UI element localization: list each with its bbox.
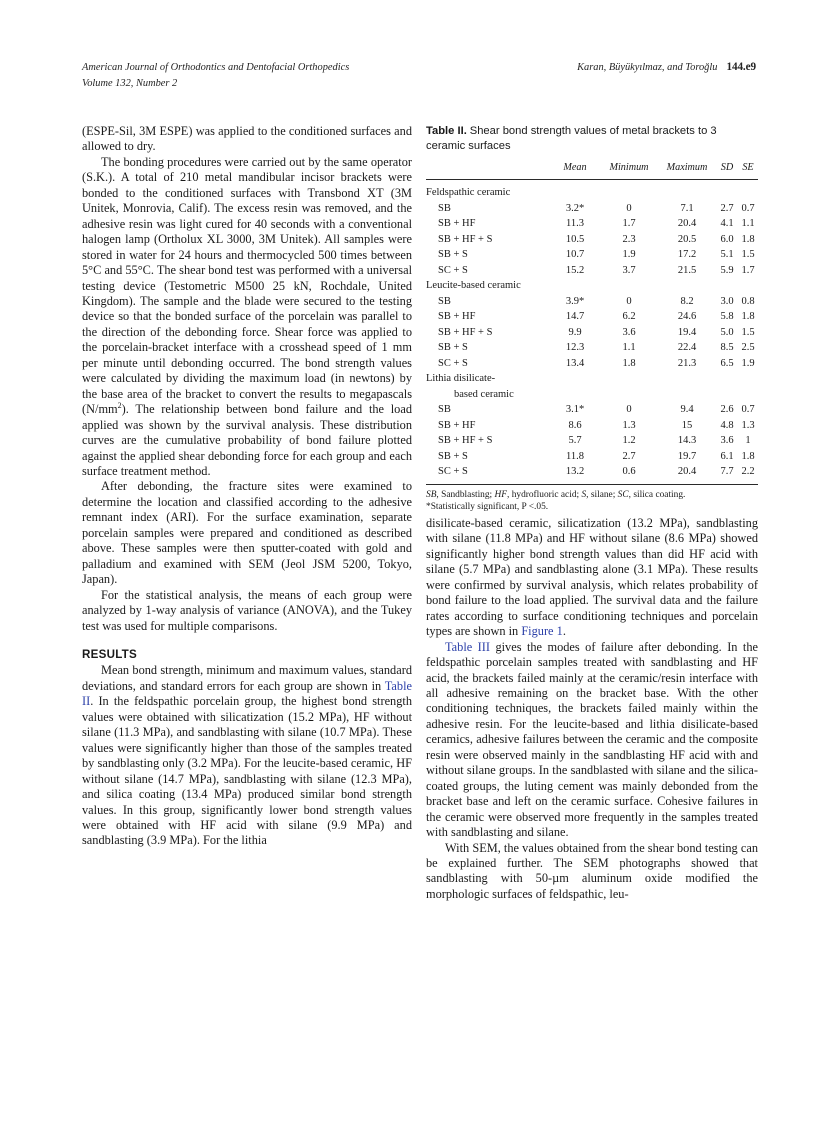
col-header-minimum: Minimum	[609, 162, 649, 174]
cell-minimum: 3.7	[622, 264, 636, 276]
footnote-abbreviations	[426, 490, 758, 502]
cell-maximum	[658, 278, 716, 293]
cell-maximum: 22.4	[677, 342, 697, 354]
table-head	[426, 161, 758, 180]
cell-mean: 3.1*	[565, 404, 585, 416]
cell-mean: 3.9*	[565, 295, 585, 307]
cell-se: 1.8	[741, 311, 755, 323]
table-row	[426, 247, 758, 262]
cell-se: 1.8	[741, 233, 755, 245]
table-title: Shear bond strength values of metal brackets to 3 ceramic surfaces	[426, 125, 717, 152]
cell-maximum: 7.1	[680, 202, 694, 214]
cell-maximum	[658, 387, 716, 402]
row-label: SB + HF + S	[438, 435, 493, 447]
cell-sd: 4.8	[720, 419, 734, 431]
paragraph-results	[82, 663, 412, 848]
cell-sd: 7.7	[720, 466, 734, 478]
cell-maximum: 14.3	[677, 435, 697, 447]
results-text-part2: . In the feldspathic porcelain group, the highest bond strength values were obtained with silicatization (15.2 MPa), HF without silane (11.3 MPa), and sandblasting with silane (10.7 MPa). These values were significantly higher than those of the samples treated by sandblasting only (3.2 MPa). For the leucite-based ceramic, HF without silane (14.7 MPa), sandblasting with silane (12.3 MPa), and silica coating (13.4 MPa) produced similar bond strength values. In this group, significantly lower bond strength values were obtained with HF acid with silane (9.9 MPa) and sandblasting (3.9 MPa). For the lithia	[82, 694, 412, 848]
cell-maximum: 21.3	[677, 357, 697, 369]
table-group-row	[426, 387, 758, 402]
cell-minimum: 0	[626, 295, 632, 307]
cell-se: 1.8	[741, 450, 755, 462]
cell-maximum: 19.4	[677, 326, 697, 338]
table-row	[426, 201, 758, 216]
cell-sd: 3.0	[720, 295, 734, 307]
row-label: SB + HF	[438, 311, 476, 323]
results-text-part1: Mean bond strength, minimum and maximum values, standard deviations, and standard errors for each group are shown in	[82, 663, 412, 693]
table-row	[426, 356, 758, 371]
cell-minimum: 0	[626, 202, 632, 214]
cell-se	[738, 371, 758, 386]
table-footnote	[426, 485, 758, 514]
cell-sd	[716, 387, 738, 402]
paragraph-text-head: The bonding procedures were carried out by the same operator (S.K.). A total of 210 metal mandibular incisor brackets were bonded to the conditioned surfaces with Transbond XT (3M Unitek, Monrovia, Calif). The excess resin was removed, and the adhesive resin was light cured for 40 seconds with a conventional halogen lamp (Ortholux XL 3000, 3M Unitek). All samples were stored in water for 24 hours and thermocycled 500 times between 5°C and 55°C. The shear bond test was performed with a universal testing device (Testometric M500 25 kN, Rochdale, United Kingdom). The sample and the blade were secured to the testing device so that the bonded surface of the porcelain was parallel to the direction of the debonding force. Shear force was applied to the porcelain-bracket interface with a crosshead speed of 1 mm per minute until debonding occurred. The bond strength values were calculated by dividing the maximum load (in newtons) by the base area of the bracket to convert the results to megapascals (N/mm	[82, 154, 412, 417]
table-row	[426, 433, 758, 448]
footnote-abbrev: SC	[617, 490, 629, 501]
section-heading-results: RESULTS	[82, 648, 137, 662]
cell-maximum: 15	[681, 419, 693, 431]
cell-sd: 6.0	[720, 233, 734, 245]
cell-minimum: 2.7	[622, 450, 636, 462]
cell-maximum: 19.7	[677, 450, 697, 462]
cell-mean: 8.6	[568, 419, 582, 431]
journal-title: American Journal of Orthodontics and Dentofacial Orthopedics	[82, 62, 350, 73]
cell-mean: 11.8	[566, 450, 584, 462]
cell-mean: 14.7	[565, 311, 585, 323]
cell-minimum: 1.3	[622, 419, 636, 431]
journal-volume-issue: Volume 132, Number 2	[82, 77, 178, 89]
paragraph-statistical-analysis: For the statistical analysis, the means of each group were analyzed by 1-way analysis of variance (ANOVA), and the Tukey test was used for multiple comparisons.	[82, 587, 412, 633]
cell-mean: 13.4	[565, 357, 585, 369]
row-label: SB + S	[438, 450, 468, 462]
cell-sd	[716, 371, 738, 386]
footnote-text: , silane;	[586, 490, 618, 501]
row-label: SB + HF + S	[438, 326, 493, 338]
cell-mean: 11.3	[566, 218, 584, 230]
row-label: SB	[438, 404, 451, 416]
cell-maximum	[658, 371, 716, 386]
footnote-abbrev: S	[581, 490, 587, 501]
cell-sd: 3.6	[720, 435, 734, 447]
row-label: Feldspathic ceramic	[426, 187, 511, 199]
author-list: Karan, Büyükyılmaz, and Toroğlu	[577, 62, 718, 73]
cell-se: 2.5	[741, 342, 755, 354]
cell-se	[738, 180, 758, 201]
cell-maximum: 20.4	[677, 218, 697, 230]
row-label: SB + S	[438, 249, 468, 261]
running-head	[82, 60, 756, 91]
row-label: SC + S	[438, 466, 468, 478]
link-figure-1[interactable]: Figure 1	[521, 624, 563, 639]
cell-maximum: 24.6	[677, 311, 697, 323]
table-row	[426, 263, 758, 278]
paragraph-after-debonding: After debonding, the fracture sites were examined to determine the location and classified according to the adhesive remnant index (ARI). For the surface examination, separate porcelain samples were prepared and conditioned as described above. These samples were then sputter-coated with gold and palladium and examined with SEM (Jeol JSM 5200, Tokyo, Japan).	[82, 479, 412, 587]
paragraph-continuation: (ESPE-Sil, 3M ESPE) was applied to the conditioned surfaces and allowed to dry.	[82, 124, 412, 154]
footnote-abbrev: SB	[426, 490, 437, 501]
cell-minimum: 0.6	[622, 466, 636, 478]
running-head-authors-group	[577, 60, 756, 76]
cell-sd: 4.1	[720, 218, 734, 230]
cell-se: 0.8	[741, 295, 755, 307]
left-column	[82, 124, 412, 849]
footnote-text: , silica coating.	[628, 490, 686, 501]
cell-mean	[550, 371, 600, 386]
row-label: SC + S	[438, 264, 468, 276]
cell-sd: 5.0	[720, 326, 734, 338]
cell-mean: 10.5	[565, 233, 585, 245]
cell-se: 1.3	[741, 419, 755, 431]
table-header-row	[426, 161, 758, 180]
paragraph-text-tail: ). The relationship between bond failure and the load applied was shown by the survival analysis. These distribution curves are the cumulative probability of bond failure plotted against the applied shear debonding force for each group and each surface treatment method.	[82, 402, 412, 478]
cell-minimum: 1.7	[622, 218, 636, 230]
cell-se: 0.7	[741, 404, 755, 416]
cell-maximum: 20.4	[677, 466, 697, 478]
table-row	[426, 309, 758, 324]
cell-minimum: 1.2	[622, 435, 636, 447]
row-label: SB + HF	[438, 218, 476, 230]
cell-minimum: 1.8	[622, 357, 636, 369]
cell-se: 1.9	[741, 357, 755, 369]
cell-se: 1.1	[741, 218, 755, 230]
cell-mean: 9.9	[568, 326, 582, 338]
cell-maximum: 20.5	[677, 233, 697, 245]
table-group-row	[426, 180, 758, 201]
cell-sd: 2.6	[720, 404, 734, 416]
cell-mean: 10.7	[565, 249, 585, 261]
table-group-row	[426, 371, 758, 386]
cell-sd: 5.1	[720, 249, 734, 261]
running-head-row-1	[82, 60, 756, 76]
col-header-mean: Mean	[563, 162, 587, 174]
row-label: SB	[438, 295, 451, 307]
cell-mean: 3.2*	[565, 202, 585, 214]
right-para2-text: gives the modes of failure after debonding. In the feldspathic porcelain samples treated with sandblasting and HF acid, the brackets failed mainly at the ceramic/resin interface with all adhesive remaining on the bracket base. With the other conditioning techniques, the brackets failed mainly within the adhesive resin. For the leucite-based and lithia disilicate-based ceramics, adhesive failures between the ceramic and the composite resin were observed mainly in the sandblasting HF acid with and without silane groups. In the sandblasted with silane and the silica-coated groups, the luting cement was mainly debonded from the bracket base and left on the ceramic surface. Cohesive failures in the ceramic were observed more frequently in the samples treated with sandblasting and silane.	[426, 639, 759, 840]
paragraph-failure-modes	[426, 640, 758, 841]
table-row	[426, 402, 758, 417]
cell-sd	[716, 278, 738, 293]
cell-minimum	[600, 180, 658, 201]
cell-se	[738, 278, 758, 293]
cell-se: 1.7	[741, 264, 755, 276]
paragraph-bonding-procedures	[82, 155, 412, 480]
table-row	[426, 448, 758, 463]
link-table-ii[interactable]: Table II	[82, 678, 412, 709]
table-group-row	[426, 278, 758, 293]
cell-sd	[716, 180, 738, 201]
table-row	[426, 232, 758, 247]
footnote-abbrev: HF	[494, 490, 507, 501]
table-caption	[426, 124, 758, 153]
row-label: SB + HF + S	[438, 233, 493, 245]
right-para1-tail: .	[562, 624, 566, 639]
cell-sd: 6.1	[720, 450, 734, 462]
cell-maximum: 17.2	[677, 249, 697, 261]
col-header-maximum: Maximum	[666, 162, 708, 174]
cell-se: 1	[745, 435, 751, 447]
cell-minimum: 1.9	[622, 249, 636, 261]
cell-minimum	[600, 387, 658, 402]
cell-minimum	[600, 371, 658, 386]
row-label: SB	[438, 202, 451, 214]
row-label: SC + S	[438, 357, 468, 369]
link-table-iii[interactable]: Table III	[445, 639, 491, 654]
row-label: SB + HF	[438, 419, 476, 431]
cell-mean: 5.7	[568, 435, 582, 447]
col-header-sd: SD	[720, 162, 734, 174]
cell-minimum: 1.1	[622, 342, 636, 354]
row-label: Leucite-based ceramic	[426, 280, 521, 292]
row-label: Lithia disilicate-	[426, 373, 496, 385]
right-para1-text: disilicate-based ceramic, silicatization (13.2 MPa), sandblasting with silane (11.8 MPa) and HF without silane (8.6 MPa) showed significantly higher bond strength values than did HF acid with silane (5.7 MPa) and sandblasting alone (3.1 MPa). These results were confirmed by survival analysis, which relates probability of bond failure to the load applied. The survival data and the failure rates according to surface conditioning techniques and porcelain types are shown in	[426, 516, 758, 639]
table-row	[426, 418, 758, 433]
cell-minimum: 6.2	[622, 311, 636, 323]
paragraph-sem: With SEM, the values obtained from the shear bond testing can be explained further. The SEM photographs showed that sandblasting with 50-µm aluminum oxide modified the morphologic surfaces of feldspathic, leu-	[426, 840, 758, 901]
cell-mean: 12.3	[565, 342, 585, 354]
table-label: Table II.	[426, 125, 467, 137]
cell-maximum: 9.4	[680, 404, 694, 416]
running-head-row-2	[82, 77, 756, 92]
cell-se: 1.5	[741, 249, 755, 261]
cell-mean	[550, 180, 600, 201]
cell-minimum: 3.6	[622, 326, 636, 338]
table-row	[426, 340, 758, 355]
cell-sd: 5.8	[720, 311, 734, 323]
footnote-significance: *Statistically significant, P <.05.	[426, 502, 549, 513]
cell-se: 1.5	[741, 326, 755, 338]
footnote-text: , hydrofluoric acid;	[507, 490, 582, 501]
cell-minimum: 0	[626, 404, 632, 416]
page-number: 144.e9	[726, 61, 756, 73]
table-row	[426, 464, 758, 479]
row-label: based ceramic	[454, 388, 514, 400]
cell-maximum: 21.5	[677, 264, 697, 276]
footnote-text: , Sandblasting;	[436, 490, 495, 501]
cell-minimum: 2.3	[622, 233, 636, 245]
shear-bond-strength-table	[426, 161, 758, 479]
col-header-se: SE	[742, 162, 754, 174]
cell-se	[738, 387, 758, 402]
cell-mean: 15.2	[565, 264, 585, 276]
table-body	[426, 180, 758, 480]
superscript-exponent: 2	[117, 401, 122, 411]
table-ii-block	[426, 124, 758, 514]
cell-se: 2.2	[741, 466, 755, 478]
table-row	[426, 216, 758, 231]
col-header-group	[426, 161, 550, 180]
right-column	[426, 516, 758, 902]
cell-mean: 13.2	[565, 466, 585, 478]
cell-minimum	[600, 278, 658, 293]
paragraph-disilicate-results	[426, 516, 758, 640]
row-label: SB + S	[438, 342, 468, 354]
cell-maximum	[658, 180, 716, 201]
cell-sd: 2.7	[720, 202, 734, 214]
cell-mean	[550, 387, 600, 402]
table-row	[426, 294, 758, 309]
cell-maximum: 8.2	[680, 295, 694, 307]
cell-se: 0.7	[741, 202, 755, 214]
cell-mean	[550, 278, 600, 293]
cell-sd: 8.5	[720, 342, 734, 354]
cell-sd: 5.9	[720, 264, 734, 276]
table-row	[426, 325, 758, 340]
cell-sd: 6.5	[720, 357, 734, 369]
